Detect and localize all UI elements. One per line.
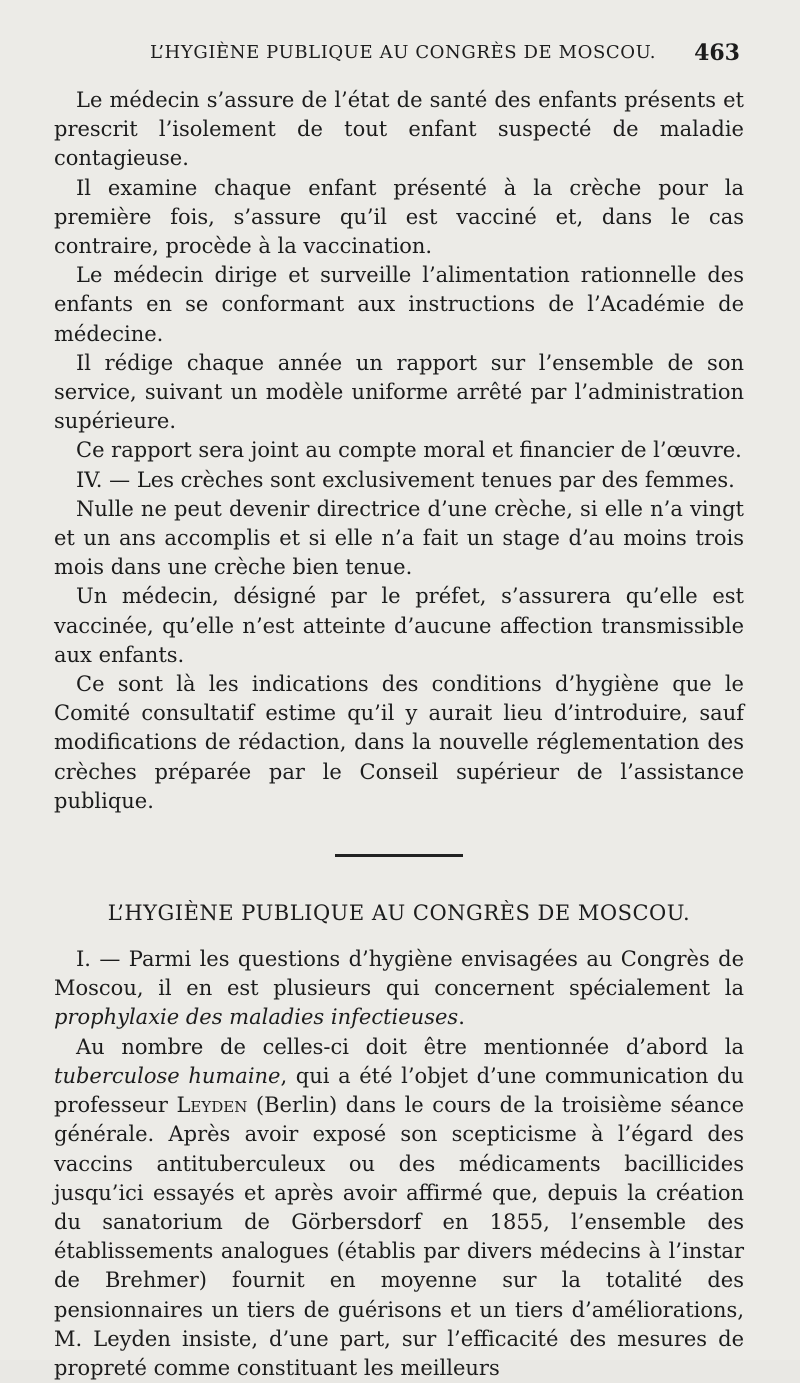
page-body xyxy=(54,86,744,1383)
paragraph: Il rédige chaque année un rapport sur l’ensemble de son service, suivant un modèle uniforme arrêté par l’administration supérieure. xyxy=(54,350,744,434)
paragraph: Ce rapport sera joint au compte moral et financier de l’œuvre. xyxy=(76,438,742,463)
paragraph: IV. — Les crèches sont exclusivement tenues par des femmes. xyxy=(76,467,735,492)
page-header xyxy=(0,36,800,72)
running-head: L’HYGIÈNE PUBLIQUE AU CONGRÈS DE MOSCOU. xyxy=(150,42,657,63)
text-run: . xyxy=(458,1005,465,1030)
italic-run: prophylaxie des maladies infectieuses xyxy=(54,1005,459,1030)
section-divider xyxy=(335,854,463,857)
text-run: I. — Parmi les questions d’hygiène envisagées au Congrès de Moscou, il en est plusieurs qui concernent spécialement la xyxy=(54,947,744,1001)
paragraph xyxy=(54,945,744,1033)
paragraph xyxy=(54,1033,744,1383)
paragraph: Un médecin, désigné par le préfet, s’assurera qu’elle est vaccinée, qu’elle n’est atteinte d’aucune affection transmissible aux enfants. xyxy=(54,584,744,667)
section-title: L’HYGIÈNE PUBLIQUE AU CONGRÈS DE MOSCOU. xyxy=(107,901,691,926)
text-run: (Berlin) dans le cours de la troisième séance générale. Après avoir exposé son scepticisme à l’égard des vaccins antituberculeux ou des médicaments bacillicides jusqu’ici essayés et après avoir affirmé que, depuis la création du sanatorium de Görbersdorf en 1855, l’ensemble des établissements analogues (établis par divers médecins à l’instar de Brehmer) fournit en moyenne sur la totalité des pensionnaires un tiers de guérisons et un tiers d’améliorations, M. Leyden insiste, d’une part, sur l’efficacité des mesures de propreté comme constituant les meilleurs xyxy=(54,1093,744,1380)
text-run: Au nombre de celles-ci doit être mentionnée d’abord la xyxy=(76,1034,744,1059)
author-name: Leyden xyxy=(176,1093,248,1118)
paragraph: Le médecin dirige et surveille l’alimentation rationnelle des enfants en se conformant aux instructions de l’Académie de médecine. xyxy=(54,263,744,346)
paragraph: Le médecin s’assure de l’état de santé des enfants présents et prescrit l’isolement de tout enfant suspecté de maladie contagieuse. xyxy=(54,88,744,171)
text-run: , qui a été l’objet d’une communication du professeur xyxy=(54,1063,744,1118)
italic-run: tuberculose humaine xyxy=(54,1063,281,1088)
paragraph: Nulle ne peut devenir directrice d’une crèche, si elle n’a vingt et un ans accomplis et si elle n’a fait un stage d’au moins trois mois dans une crèche bien tenue. xyxy=(54,496,744,580)
paragraph: Il examine chaque enfant présenté à la crèche pour la première fois, s’assure qu’il est vacciné et, dans le cas contraire, procède à la vaccination. xyxy=(54,175,744,259)
page-number: 463 xyxy=(694,40,740,66)
paragraph: Ce sont là les indications des conditions d’hygiène que le Comité consultatif estime qu’il y aurait lieu d’introduire, sauf modifications de rédaction, dans la nouvelle réglementation des crèches préparée par le Conseil supérieur de l’assistance publique. xyxy=(54,672,744,813)
